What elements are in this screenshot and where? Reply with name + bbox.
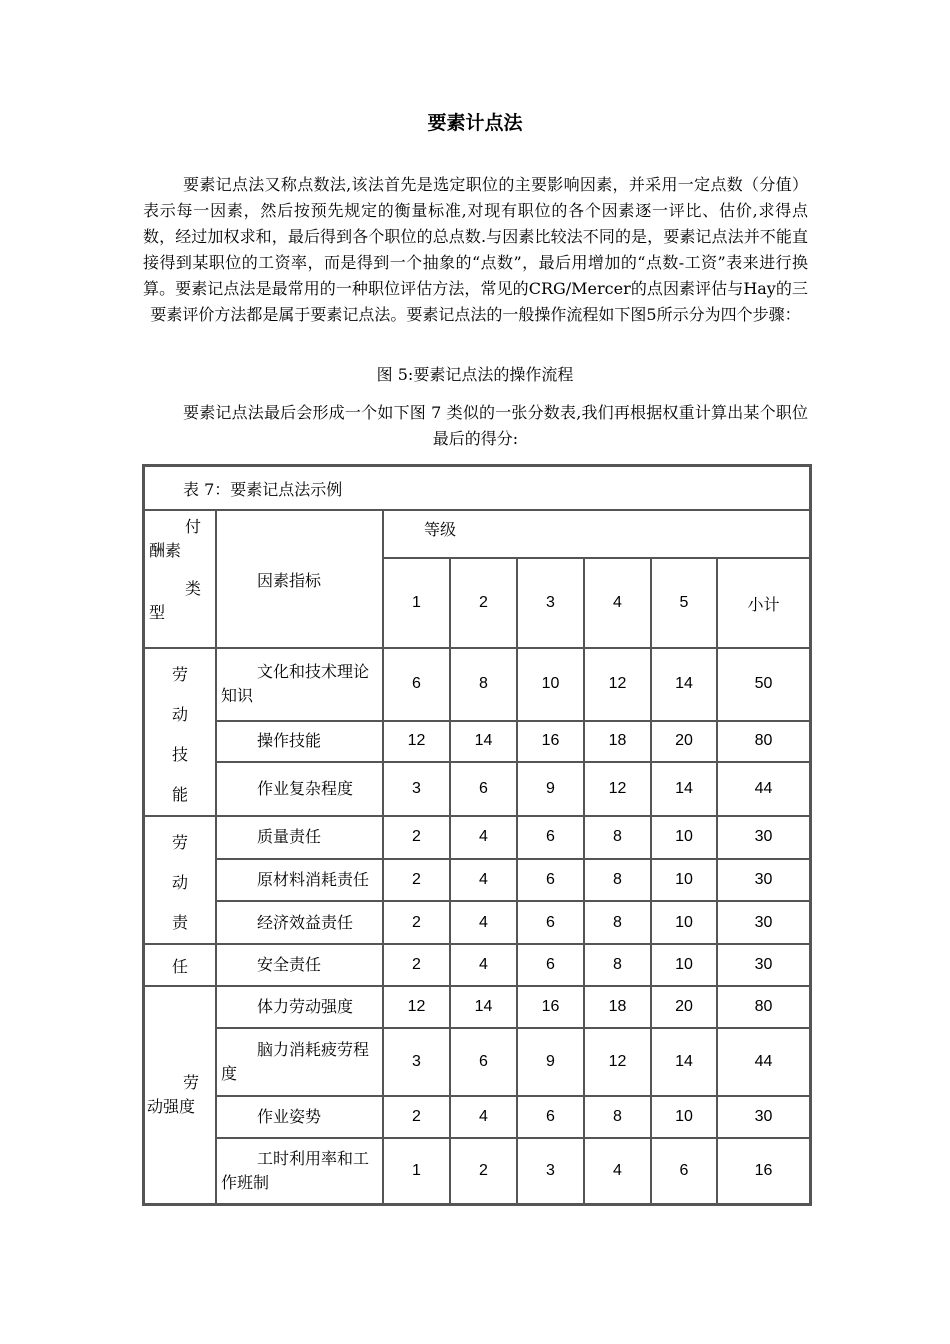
grade-subtotal: 小计	[717, 558, 810, 648]
category-char: 责	[171, 913, 188, 932]
table-cell: 6	[517, 901, 584, 944]
table-cell: 30	[717, 859, 810, 902]
table-cell: 6	[517, 944, 584, 986]
table-cell: 10	[651, 859, 717, 902]
header-type-1: 付	[185, 517, 202, 536]
table-cell: 30	[717, 944, 810, 986]
table-cell: 4	[450, 901, 517, 944]
table-cell: 16	[517, 986, 584, 1028]
table-cell: 6	[651, 1138, 717, 1204]
table-cell: 4	[584, 1138, 651, 1204]
table-cell: 30	[717, 816, 810, 859]
table-cell: 10	[517, 648, 584, 721]
table-cell: 2	[383, 816, 450, 859]
category-char: 动	[171, 873, 188, 892]
table-cell: 3	[383, 1028, 450, 1096]
category-labor-responsibility	[144, 816, 216, 944]
table-cell: 4	[450, 816, 517, 859]
score-table	[142, 464, 812, 1206]
category-responsibility-end: 任	[144, 944, 216, 986]
table-cell: 8	[584, 944, 651, 986]
table-cell: 30	[717, 901, 810, 944]
indicator-name: 质量责任	[216, 816, 383, 859]
table-cell: 3	[383, 762, 450, 816]
grade-4: 4	[584, 558, 651, 648]
table-cell: 4	[450, 944, 517, 986]
indicator-name: 工时利用率和工作班制	[216, 1138, 383, 1204]
table-cell: 2	[383, 1096, 450, 1138]
indicator-name: 作业姿势	[216, 1096, 383, 1138]
table-cell: 6	[517, 1096, 584, 1138]
grade-2: 2	[450, 558, 517, 648]
category-char: 技	[171, 745, 188, 764]
header-type-2: 酬素	[149, 541, 182, 560]
table-cell: 80	[717, 986, 810, 1028]
header-type-3: 类	[185, 579, 202, 598]
figure-caption: 图 5:要素记点法的操作流程	[376, 365, 574, 384]
table-cell: 3	[517, 1138, 584, 1204]
category-char: 能	[171, 785, 188, 804]
table-cell: 8	[584, 816, 651, 859]
indicator-name: 经济效益责任	[216, 901, 383, 944]
table-cell: 50	[717, 648, 810, 721]
category-char: 劳	[183, 1073, 200, 1092]
indicator-name: 体力劳动强度	[216, 986, 383, 1028]
header-grade: 等级	[383, 510, 810, 558]
table-cell: 6	[450, 762, 517, 816]
table-cell: 10	[651, 944, 717, 986]
table-cell: 4	[450, 859, 517, 902]
table-cell: 14	[450, 986, 517, 1028]
table-cell: 8	[584, 859, 651, 902]
table-cell: 44	[717, 1028, 810, 1096]
indicator-name: 原材料消耗责任	[216, 859, 383, 902]
document-title: 要素计点法	[427, 112, 523, 134]
table-cell: 16	[517, 721, 584, 762]
table-cell: 1	[383, 1138, 450, 1204]
indicator-name: 操作技能	[216, 721, 383, 762]
header-pay-type	[144, 510, 216, 648]
table-cell: 10	[651, 901, 717, 944]
table-cell: 2	[383, 944, 450, 986]
table-cell: 20	[651, 986, 717, 1028]
table-cell: 16	[717, 1138, 810, 1204]
table-cell: 6	[450, 1028, 517, 1096]
table-cell: 44	[717, 762, 810, 816]
table-cell: 18	[584, 986, 651, 1028]
table-cell: 2	[383, 859, 450, 902]
table-cell: 9	[517, 1028, 584, 1096]
table-cell: 80	[717, 721, 810, 762]
table-cell: 9	[517, 762, 584, 816]
table-cell: 8	[584, 1096, 651, 1138]
table-cell: 2	[450, 1138, 517, 1204]
table-caption: 表 7：要素记点法示例	[144, 466, 810, 510]
table-cell: 4	[450, 1096, 517, 1138]
grade-3: 3	[517, 558, 584, 648]
category-char: 劳	[171, 665, 188, 684]
intro-paragraph: 要素记点法又称点数法,该法首先是选定职位的主要影响因素，并采用一定点数（分值）表示每一因素，然后按预先规定的衡量标准,对现有职位的各个因素逐一评比、估价,求得点数，经过加权求和，最后得到各个职位的总点数.与因素比较法不同的是，要素记点法并不能直接得到某职位的工资率，而是得到一个抽象的“点数”，最后用增加的“点数-工资”表来进行换算。要素记点法是最常用的一种职位评估方法，常见的CRG/Mercer的点因素评估与Hay的三要素评价方法都是属于要素记点法。要素记点法的一般操作流程如下图5所示分为四个步骤：	[143, 175, 808, 324]
category-char: 动强度	[147, 1097, 196, 1116]
table-cell: 6	[517, 859, 584, 902]
table-cell: 18	[584, 721, 651, 762]
table-cell: 2	[383, 901, 450, 944]
indicator-name: 安全责任	[216, 944, 383, 986]
table-cell: 12	[383, 721, 450, 762]
table-cell: 14	[651, 648, 717, 721]
table-cell: 10	[651, 1096, 717, 1138]
table-cell: 14	[651, 762, 717, 816]
table-cell: 6	[517, 816, 584, 859]
table-cell: 14	[450, 721, 517, 762]
indicator-name: 作业复杂程度	[216, 762, 383, 816]
grade-5: 5	[651, 558, 717, 648]
table-cell: 30	[717, 1096, 810, 1138]
category-labor-skill	[144, 648, 216, 816]
header-indicator: 因素指标	[216, 510, 383, 648]
table-cell: 20	[651, 721, 717, 762]
category-char: 劳	[171, 833, 188, 852]
table-cell: 8	[584, 901, 651, 944]
table-intro-paragraph: 要素记点法最后会形成一个如下图 7 类似的一张分数表,我们再根据权重计算出某个职位最后的得分:	[183, 403, 808, 448]
indicator-name: 文化和技术理论知识	[216, 648, 383, 721]
indicator-name: 脑力消耗疲劳程度	[216, 1028, 383, 1096]
grade-1: 1	[383, 558, 450, 648]
table-cell: 6	[383, 648, 450, 721]
category-labor-intensity	[144, 986, 216, 1204]
table-cell: 12	[584, 762, 651, 816]
table-cell: 12	[584, 1028, 651, 1096]
table-cell: 10	[651, 816, 717, 859]
table-cell: 12	[383, 986, 450, 1028]
table-cell: 8	[450, 648, 517, 721]
category-char: 动	[171, 705, 188, 724]
table-cell: 14	[651, 1028, 717, 1096]
table-cell: 12	[584, 648, 651, 721]
header-type-4: 型	[149, 603, 166, 622]
